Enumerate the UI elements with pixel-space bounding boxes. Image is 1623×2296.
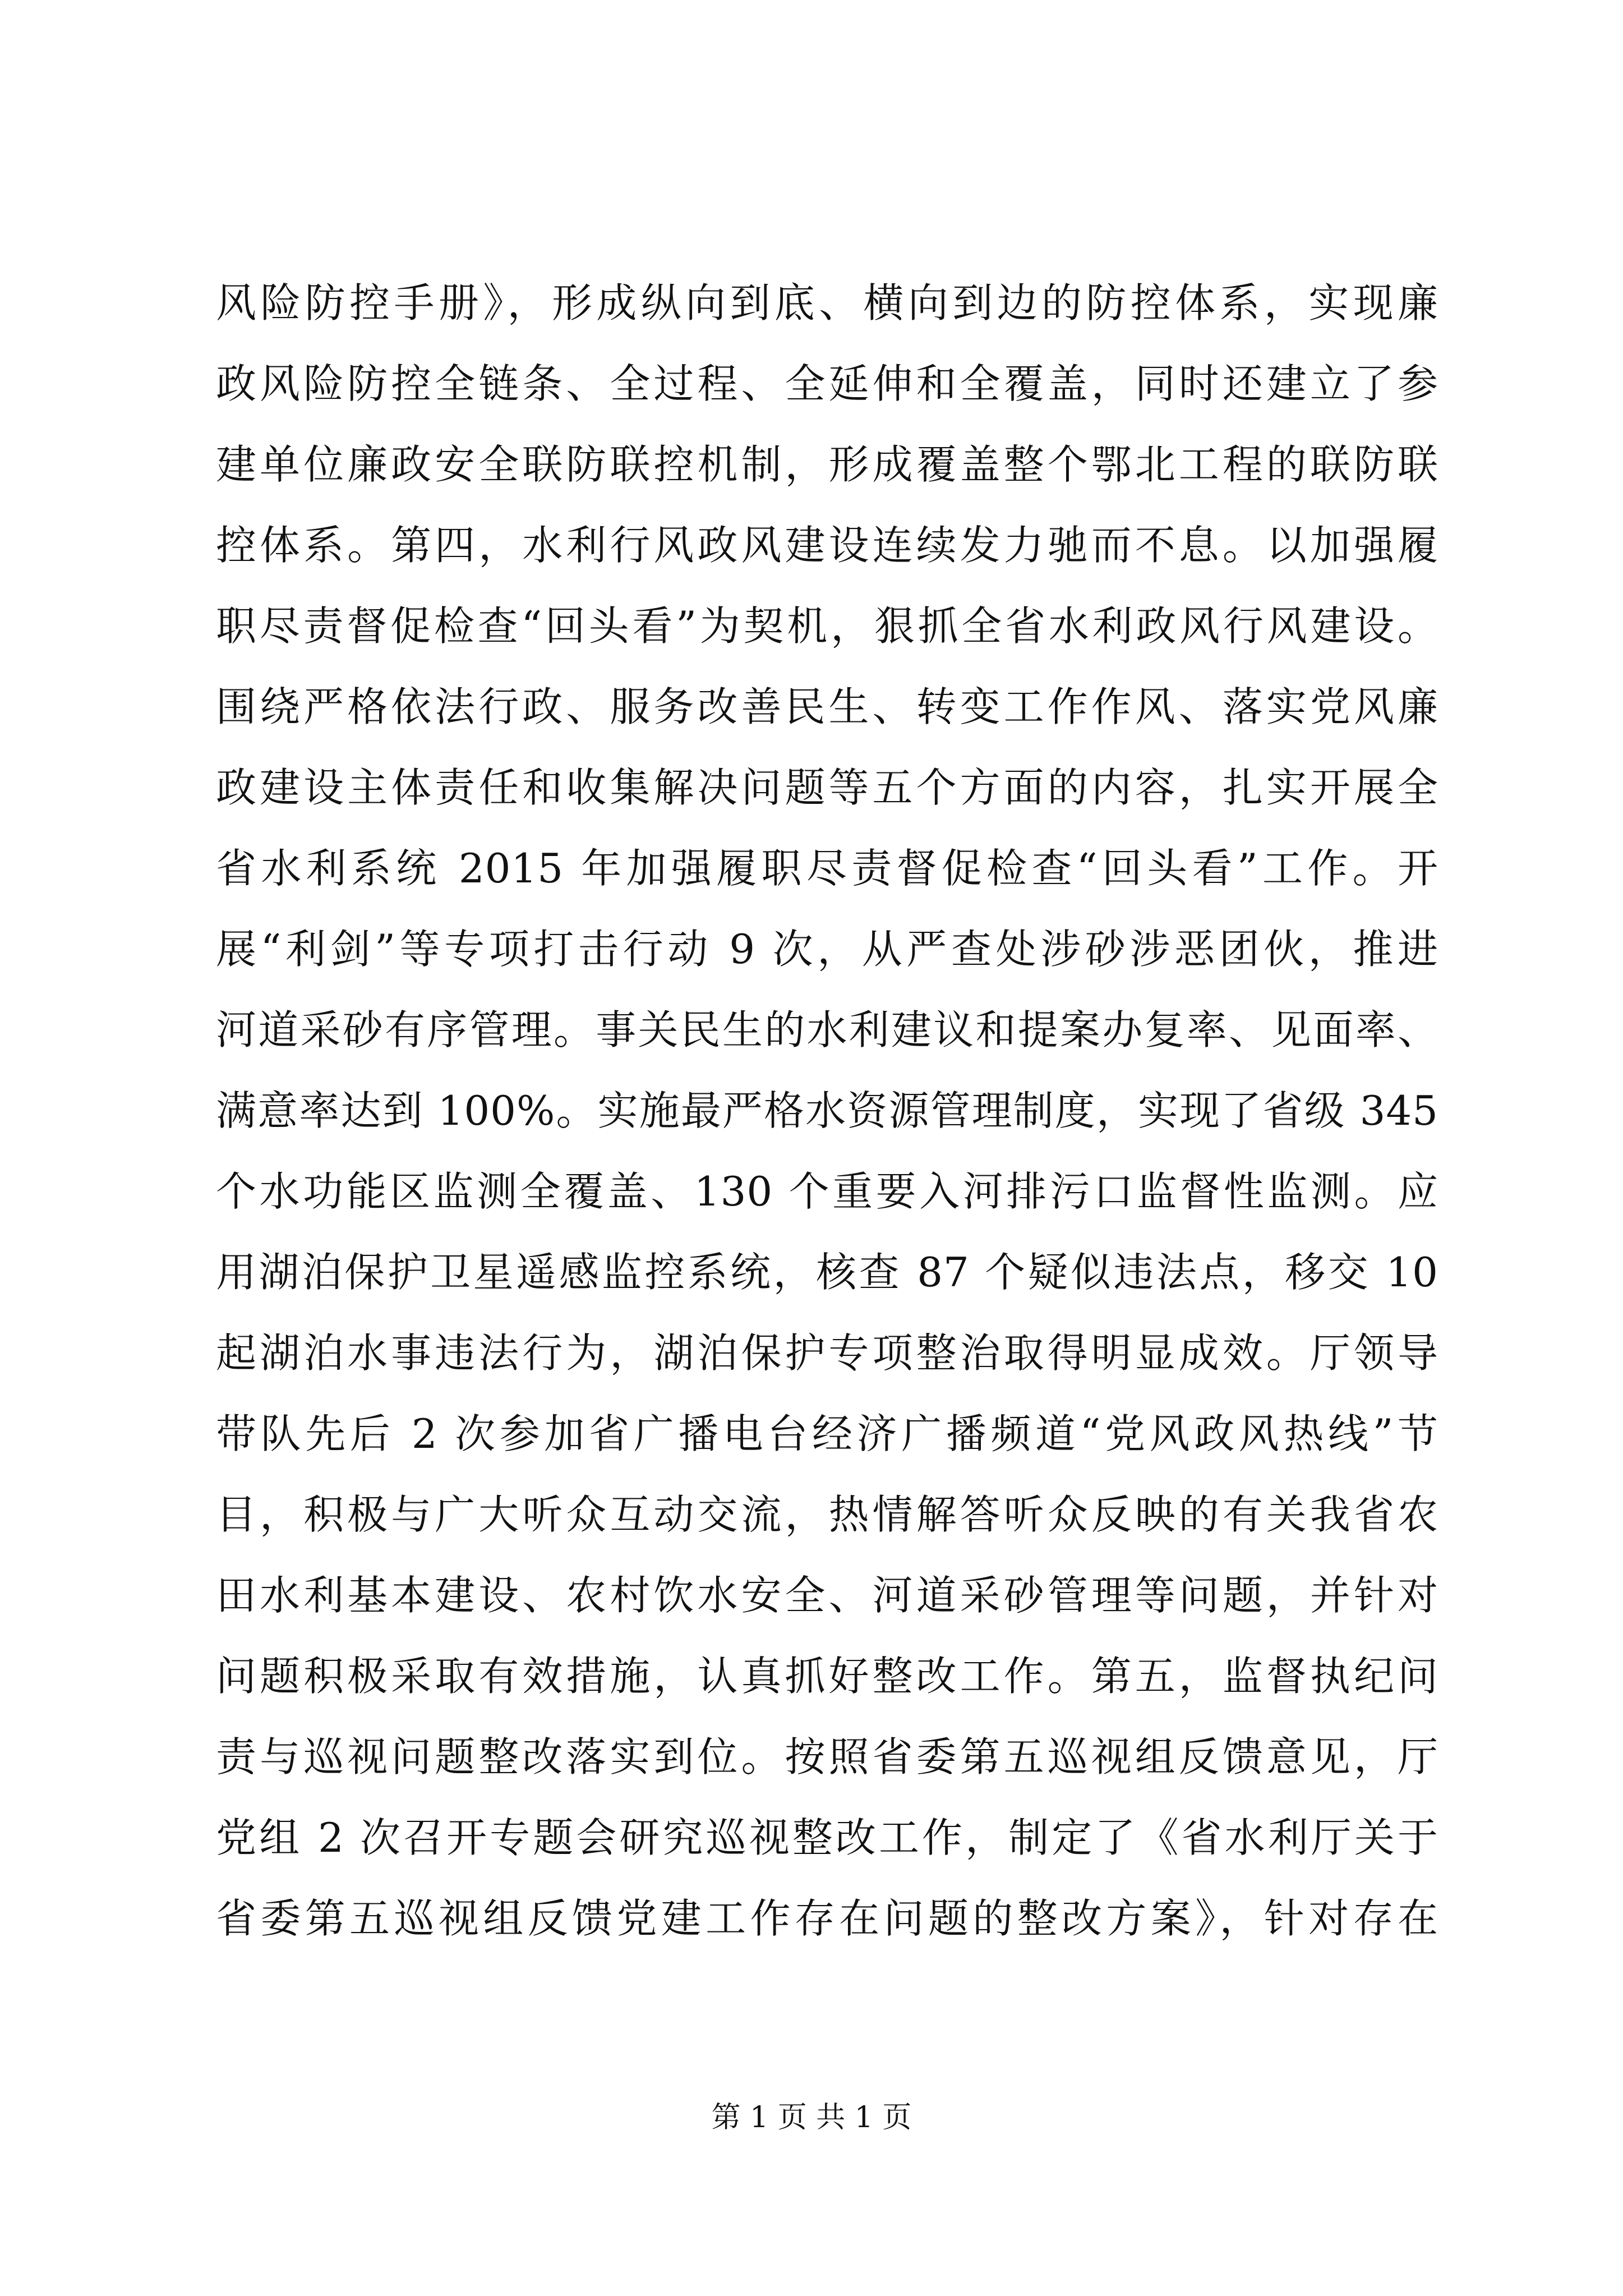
body-text: [216, 263, 1438, 1959]
text-line: 河道采砂有序管理。事关民生的水利建议和提案办复率、见面率、: [216, 1006, 1438, 1053]
text-line: 个水功能区监测全覆盖、130 个重要入河排污口监督性监测。应: [216, 1168, 1438, 1215]
text-line: 问题积极采取有效措施，认真抓好整改工作。第五，监督执纪问: [216, 1653, 1438, 1700]
text-line: 省委第五巡视组反馈党建工作存在问题的整改方案》，针对存在: [216, 1895, 1438, 1942]
text-line: 用湖泊保护卫星遥感监控系统，核查 87 个疑似违法点，移交 10: [216, 1249, 1438, 1296]
text-line: 围绕严格依法行政、服务改善民生、转变工作作风、落实党风廉: [216, 683, 1438, 730]
text-line: 建单位廉政安全联防联控机制，形成覆盖整个鄂北工程的联防联: [216, 441, 1438, 488]
text-line: 职尽责督促检查“回头看”为契机，狠抓全省水利政风行风建设。: [216, 602, 1438, 650]
text-line: 风险防控手册》，形成纵向到底、横向到边的防控体系，实现廉: [216, 279, 1438, 326]
text-line: 田水利基本建设、农村饮水安全、河道采砂管理等问题，并针对: [216, 1572, 1438, 1619]
page-footer: 第 1 页 共 1 页: [711, 2101, 912, 2134]
text-line: 政建设主体责任和收集解决问题等五个方面的内容，扎实开展全: [216, 764, 1438, 811]
text-line: 控体系。第四，水利行风政风建设连续发力驰而不息。以加强履: [216, 522, 1438, 569]
text-line: 党组 2 次召开专题会研究巡视整改工作，制定了《省水利厅关于: [216, 1814, 1438, 1861]
text-line: 政风险防控全链条、全过程、全延伸和全覆盖，同时还建立了参: [216, 360, 1438, 407]
text-line: 省水利系统 2015 年加强履职尽责督促检查“回头看”工作。开: [216, 845, 1438, 892]
text-line: 展“利剑”等专项打击行动 9 次，从严查处涉砂涉恶团伙，推进: [216, 926, 1438, 973]
text-line: 带队先后 2 次参加省广播电台经济广播频道“党风政风热线”节: [216, 1410, 1438, 1457]
text-line: 起湖泊水事违法行为，湖泊保护专项整治取得明显成效。厅领导: [216, 1329, 1438, 1377]
text-line: 责与巡视问题整改落实到位。按照省委第五巡视组反馈意见，厅: [216, 1733, 1438, 1780]
text-line: 目，积极与广大听众互动交流，热情解答听众反映的有关我省农: [216, 1491, 1438, 1538]
text-line: 满意率达到 100%。实施最严格水资源管理制度，实现了省级 345: [216, 1087, 1438, 1134]
